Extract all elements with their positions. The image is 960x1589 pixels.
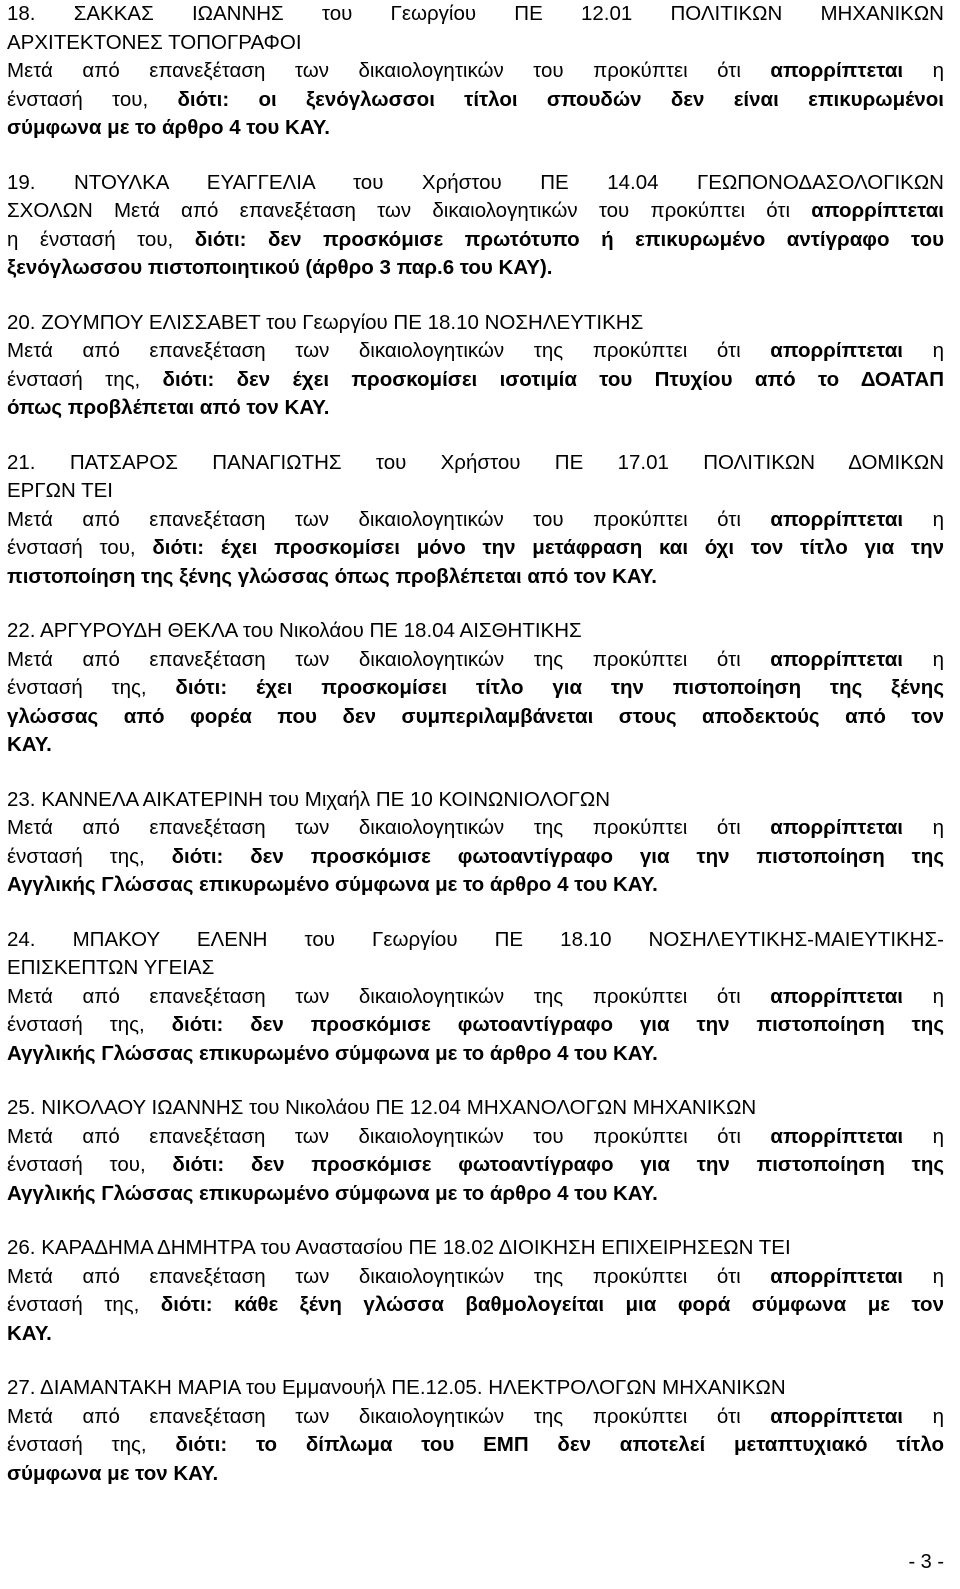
objection-entry xyxy=(7,0,944,143)
entry-text-line xyxy=(7,563,944,592)
objection-entry xyxy=(7,1234,944,1348)
document-page xyxy=(7,0,944,1488)
bold-text: σύμφωνα με το άρθρο 4 του ΚΑΥ. xyxy=(7,116,330,139)
entry-text-line xyxy=(7,1151,944,1180)
entry-text-line xyxy=(7,1263,944,1292)
bold-text: απορρίπτεται xyxy=(770,59,904,82)
entry-text-line xyxy=(7,197,944,226)
entry-heading-line xyxy=(7,309,944,338)
entry-spacer xyxy=(7,283,944,309)
entry-text-line xyxy=(7,477,944,506)
bold-text: απορρίπτεται xyxy=(770,339,903,362)
entry-heading-line xyxy=(7,449,944,478)
text-segment: 18. ΣΑΚΚΑΣ ΙΩΑΝΝΗΣ του Γεωργίου ΠΕ 12.01 ΠΟΛΙΤΙΚΩΝ ΜΗΧΑΝΙΚΩΝ xyxy=(7,2,944,25)
entry-text-line xyxy=(7,254,944,283)
text-segment: η xyxy=(903,1124,944,1148)
text-segment: ένστασή του, xyxy=(7,87,178,111)
text-segment: Μετά από επανεξέταση των δικαιολογητικών του προκύπτει ότι xyxy=(7,59,771,82)
entry-spacer xyxy=(7,1348,944,1374)
entry-text-line xyxy=(7,506,944,535)
entry-text-line xyxy=(7,1320,944,1349)
text-segment: η xyxy=(903,1404,944,1428)
text-segment: η xyxy=(903,984,944,1008)
text-segment: ένστασή της, xyxy=(7,676,176,699)
text-segment: Μετά από επανεξέταση των δικαιολογητικών της προκύπτει ότι xyxy=(7,816,771,839)
text-segment: η xyxy=(903,507,944,531)
entry-text-line xyxy=(7,1403,944,1432)
text-segment: 26. ΚΑΡΑΔΗΜΑ ΔΗΜΗΤΡΑ του Αναστασίου ΠΕ 18.02 ΔΙΟΙΚΗΣΗ ΕΠΙΧΕΙΡΗΣΕΩΝ ΤΕΙ xyxy=(7,1236,791,1259)
bold-text: απορρίπτεται xyxy=(770,507,904,531)
entry-heading-line xyxy=(7,786,944,815)
bold-text: απορρίπτεται xyxy=(811,199,944,222)
text-segment: ένστασή της, xyxy=(7,1293,161,1316)
text-segment: ΣΧΟΛΩΝ Μετά από επανεξέταση των δικαιολογητικών του προκύπτει ότι xyxy=(7,199,812,222)
bold-text: ξενόγλωσσου πιστοποιητικού (άρθρο 3 παρ.6 του ΚΑΥ). xyxy=(7,256,553,279)
text-segment: Μετά από επανεξέταση των δικαιολογητικών του προκύπτει ότι xyxy=(7,507,771,531)
bold-text: σύμφωνα με τον ΚΑΥ. xyxy=(7,1461,219,1485)
entry-heading-line xyxy=(7,926,944,955)
entry-text-line xyxy=(7,731,944,760)
text-segment: 19. ΝΤΟΥΛΚΑ ΕΥΑΓΓΕΛΙΑ του Χρήστου ΠΕ 14.04 ΓΕΩΠΟΝΟΔΑΣΟΛΟΓΙΚΩΝ xyxy=(7,170,944,194)
bold-text: ΚΑΥ. xyxy=(7,733,52,756)
bold-text: διότι: δεν προσκόμισε φωτοαντίγραφο για την πιστοποίηση της xyxy=(171,1013,944,1036)
text-segment: 25. ΝΙΚΟΛΑΟΥ ΙΩΑΝΝΗΣ του Νικολάου ΠΕ 12.04 ΜΗΧΑΝΟΛΟΓΩΝ ΜΗΧΑΝΙΚΩΝ xyxy=(7,1096,757,1119)
text-segment: η xyxy=(903,816,944,839)
text-segment: η xyxy=(903,1264,944,1288)
entry-text-line xyxy=(7,366,944,395)
entry-text-line xyxy=(7,86,944,115)
objection-entry xyxy=(7,786,944,900)
text-segment: ΕΡΓΩΝ ΤΕΙ xyxy=(7,479,113,502)
entry-text-line xyxy=(7,1431,944,1460)
objection-entry xyxy=(7,169,944,283)
entry-text-line xyxy=(7,114,944,143)
text-segment: Μετά από επανεξέταση των δικαιολογητικών της προκύπτει ότι xyxy=(7,339,771,362)
objection-entry xyxy=(7,309,944,423)
entry-text-line xyxy=(7,337,944,366)
bold-text: απορρίπτεται xyxy=(770,984,903,1008)
entry-text-line xyxy=(7,226,944,255)
text-segment: ένστασή της, xyxy=(7,844,172,868)
entry-heading-line xyxy=(7,1094,944,1123)
text-segment: Μετά από επανεξέταση των δικαιολογητικών της προκύπτει ότι xyxy=(7,647,771,671)
entry-text-line xyxy=(7,394,944,423)
entry-heading-line xyxy=(7,1374,944,1403)
bold-text: ΚΑΥ. xyxy=(7,1321,52,1345)
entry-text-line xyxy=(7,646,944,675)
entry-spacer xyxy=(7,423,944,449)
text-segment: η xyxy=(903,59,944,82)
entry-text-line xyxy=(7,814,944,843)
bold-text: απορρίπτεται xyxy=(770,1264,903,1288)
text-segment: ένστασή του, xyxy=(7,1153,173,1176)
bold-text: διότι: δεν προσκόμισε πρωτότυπο ή επικυρωμένο αντίγραφο του xyxy=(194,227,944,251)
entry-heading-line xyxy=(7,617,944,646)
text-segment: Μετά από επανεξέταση των δικαιολογητικών της προκύπτει ότι xyxy=(7,1404,771,1428)
bold-text: Αγγλικής Γλώσσας επικυρωμένο σύμφωνα με το άρθρο 4 του ΚΑΥ. xyxy=(7,1041,658,1065)
objection-entry xyxy=(7,617,944,760)
entry-text-line xyxy=(7,1291,944,1320)
bold-text: πιστοποίηση της ξένης γλώσσας όπως προβλέπεται από τον ΚΑΥ. xyxy=(7,564,657,588)
text-segment: ΑΡΧΙΤΕΚΤΟΝΕΣ ΤΟΠΟΓΡΑΦΟΙ xyxy=(7,30,302,54)
text-segment: η ένστασή του, xyxy=(7,227,195,251)
entry-text-line xyxy=(7,703,944,732)
bold-text: απορρίπτεται xyxy=(770,647,903,671)
entry-spacer xyxy=(7,760,944,786)
entry-heading-line xyxy=(7,0,944,29)
text-segment: 21. ΠΑΤΣΑΡΟΣ ΠΑΝΑΓΙΩΤΗΣ του Χρήστου ΠΕ 17.01 ΠΟΛΙΤΙΚΩΝ ΔΟΜΙΚΩΝ xyxy=(7,450,944,474)
entry-text-line xyxy=(7,1040,944,1069)
bold-text: διότι: οι ξενόγλωσσοι τίτλοι σπουδών δεν είναι επικυρωμένοι xyxy=(177,87,944,111)
text-segment: 22. ΑΡΓΥΡΟΥΔΗ ΘΕΚΛΑ του Νικολάου ΠΕ 18.04 ΑΙΣΘΗΤΙΚΗΣ xyxy=(7,619,582,642)
entry-heading-line xyxy=(7,169,944,198)
text-segment: η xyxy=(903,647,944,671)
entry-text-line xyxy=(7,29,944,58)
objection-entry xyxy=(7,926,944,1069)
text-segment: ένστασή της, xyxy=(7,1433,176,1456)
entry-spacer xyxy=(7,591,944,617)
bold-text: διότι: έχει προσκομίσει τίτλο για την πιστοποίηση της ξένης xyxy=(175,676,944,699)
entry-text-line xyxy=(7,674,944,703)
bold-text: διότι: έχει προσκομίσει μόνο την μετάφραση και όχι τον τίτλο για την xyxy=(152,536,944,559)
bold-text: διότι: δεν προσκόμισε φωτοαντίγραφο για την πιστοποίηση της xyxy=(171,844,944,868)
entry-text-line xyxy=(7,983,944,1012)
bold-text: διότι: δεν έχει προσκομίσει ισοτιμία του Πτυχίου από το ΔΟΑΤΑΠ xyxy=(162,367,944,391)
bold-text: απορρίπτεται xyxy=(770,1124,904,1148)
entry-spacer xyxy=(7,900,944,926)
entry-text-line xyxy=(7,871,944,900)
text-segment: ΕΠΙΣΚΕΠΤΩΝ ΥΓΕΙΑΣ xyxy=(7,956,215,979)
entry-text-line xyxy=(7,57,944,86)
bold-text: Αγγλικής Γλώσσας επικυρωμένο σύμφωνα με το άρθρο 4 του ΚΑΥ. xyxy=(7,1181,658,1205)
text-segment: ένστασή της, xyxy=(7,1013,172,1036)
text-segment: 27. ΔΙΑΜΑΝΤΑΚΗ ΜΑΡΙΑ του Εμμανουήλ ΠΕ.12.05. ΗΛΕΚΤΡΟΛΟΓΩΝ ΜΗΧΑΝΙΚΩΝ xyxy=(7,1376,786,1399)
entry-text-line xyxy=(7,954,944,983)
entry-text-line xyxy=(7,1123,944,1152)
entry-text-line xyxy=(7,1460,944,1489)
entry-text-line xyxy=(7,1011,944,1040)
entry-text-line xyxy=(7,534,944,563)
entry-text-line xyxy=(7,1180,944,1209)
bold-text: απορρίπτεται xyxy=(770,816,903,839)
bold-text: όπως προβλέπεται από τον ΚΑΥ. xyxy=(7,396,330,419)
text-segment: 23. ΚΑΝΝΕΛΑ ΑΙΚΑΤΕΡΙΝΗ του Μιχαήλ ΠΕ 10 ΚΟΙΝΩΝΙΟΛΟΓΩΝ xyxy=(7,787,611,811)
objection-entry xyxy=(7,449,944,592)
entry-text-line xyxy=(7,843,944,872)
entry-spacer xyxy=(7,143,944,169)
objection-entry xyxy=(7,1374,944,1488)
bold-text: γλώσσας από φορέα που δεν συμπεριλαμβάνεται στους αποδεκτούς από τον xyxy=(7,704,944,728)
page-number: - 3 - xyxy=(908,1551,944,1573)
objection-entry xyxy=(7,1094,944,1208)
text-segment: η xyxy=(903,339,944,362)
bold-text: διότι: κάθε ξένη γλώσσα βαθμολογείται μια φορά σύμφωνα με τον xyxy=(160,1293,944,1316)
text-segment: 20. ΖΟΥΜΠΟΥ ΕΛΙΣΣΑΒΕΤ του Γεωργίου ΠΕ 18.10 ΝΟΣΗΛΕΥΤΙΚΗΣ xyxy=(7,310,644,334)
entry-heading-line xyxy=(7,1234,944,1263)
text-segment: ένστασή του, xyxy=(7,536,153,559)
bold-text: απορρίπτεται xyxy=(770,1404,903,1428)
bold-text: διότι: το δίπλωμα του ΕΜΠ δεν αποτελεί μεταπτυχιακό τίτλο xyxy=(175,1433,944,1456)
entry-spacer xyxy=(7,1068,944,1094)
entry-spacer xyxy=(7,1208,944,1234)
text-segment: ένστασή της, xyxy=(7,367,163,391)
bold-text: διότι: δεν προσκόμισε φωτοαντίγραφο για την πιστοποίηση της xyxy=(172,1153,944,1176)
text-segment: Μετά από επανεξέταση των δικαιολογητικών της προκύπτει ότι xyxy=(7,1264,771,1288)
text-segment: 24. ΜΠΑΚΟΥ ΕΛΕΝΗ του Γεωργίου ΠΕ 18.10 ΝΟΣΗΛΕΥΤΙΚΗΣ-ΜΑΙΕΥΤΙΚΗΣ- xyxy=(7,927,944,951)
text-segment: Μετά από επανεξέταση των δικαιολογητικών του προκύπτει ότι xyxy=(7,1124,771,1148)
text-segment: Μετά από επανεξέταση των δικαιολογητικών της προκύπτει ότι xyxy=(7,984,771,1008)
bold-text: Αγγλικής Γλώσσας επικυρωμένο σύμφωνα με το άρθρο 4 του ΚΑΥ. xyxy=(7,873,658,896)
